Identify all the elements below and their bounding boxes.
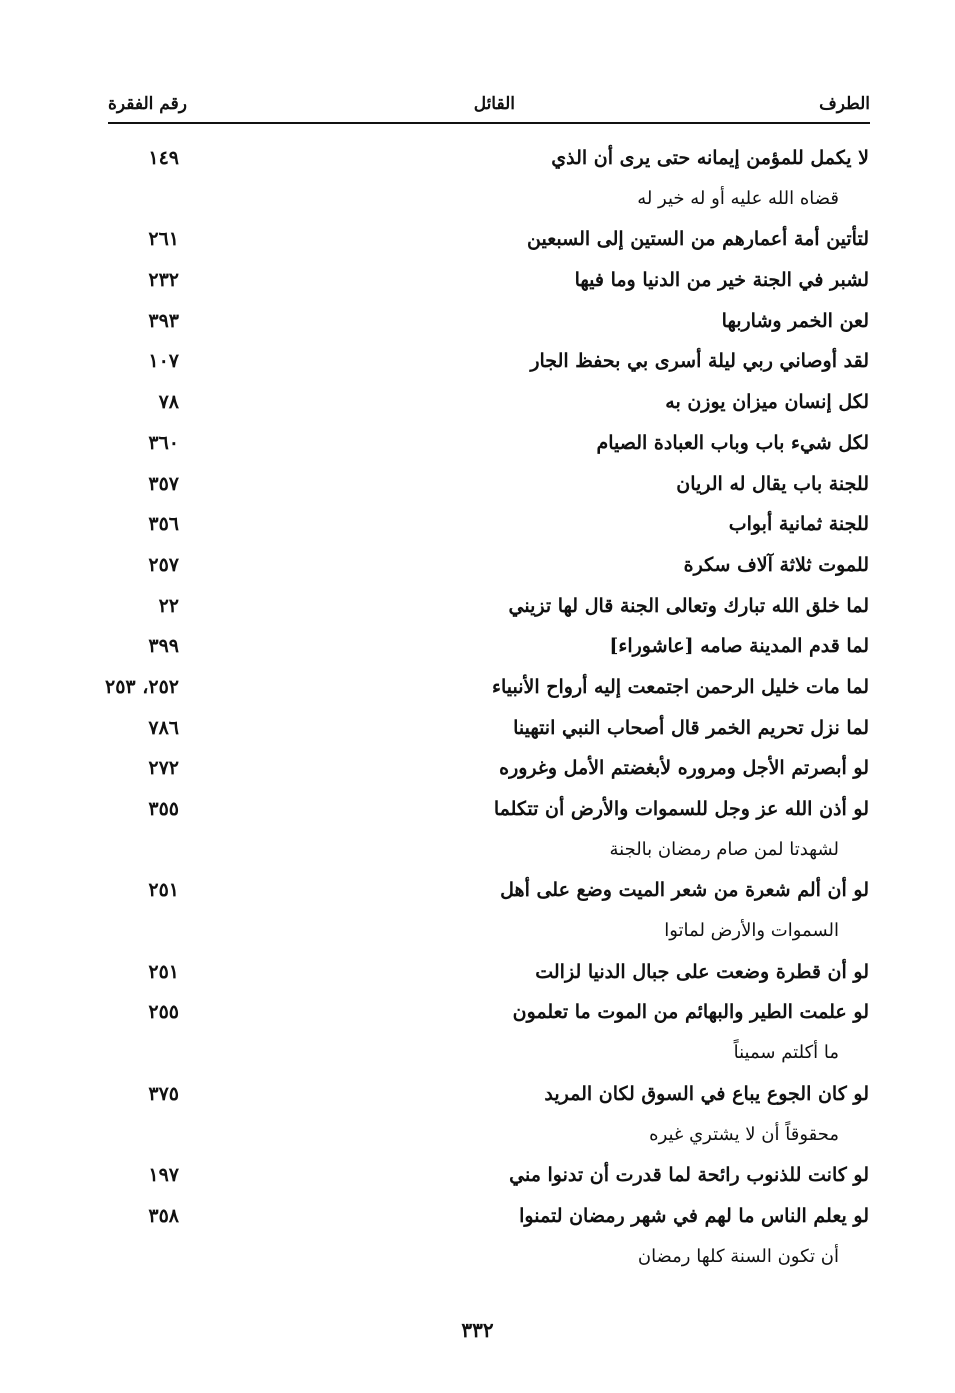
index-entry xyxy=(69,626,869,667)
entry-paragraph-number: ٣٥٥ xyxy=(148,798,179,820)
entry-text: لما قدم المدينة صامه [عاشوراء] xyxy=(609,635,869,658)
entry-paragraph-number: ١٤٩ xyxy=(148,147,179,169)
entry-paragraph-number: ٣٥٨ xyxy=(148,1204,179,1227)
entry-text-continuation: محقوقاً أن لا يشتري غيره xyxy=(649,1123,839,1145)
entry-paragraph-number: ٣٩٩ xyxy=(148,635,179,658)
column-header-qaail: القائل xyxy=(473,94,515,114)
entry-text: للجنة ثمانية أبواب xyxy=(728,513,869,536)
index-entry xyxy=(69,260,869,301)
index-entry xyxy=(69,1196,869,1277)
entry-paragraph-number: ٣٥٧ xyxy=(148,472,179,495)
index-entry xyxy=(69,423,869,464)
entry-text-continuation: ما أكلتم سميناً xyxy=(733,1042,839,1064)
entry-text: لما نزل تحريم الخمر قال أصحاب النبي انتهينا xyxy=(513,716,869,739)
index-entry xyxy=(69,341,869,382)
entry-text: لشبر في الجنة خير من الدنيا وما فيها xyxy=(574,269,869,292)
index-entry xyxy=(69,1155,869,1196)
index-entry xyxy=(69,748,869,789)
index-entry xyxy=(69,138,869,219)
entry-text: لما مات خليل الرحمن اجتمعت إليه أرواح الأنبياء xyxy=(492,675,869,698)
entry-text: للموت ثلاثة آلاف سكرة xyxy=(683,553,869,576)
entry-paragraph-number: ٣٥٦ xyxy=(148,513,179,536)
entry-paragraph-number: ٢٢ xyxy=(158,594,179,617)
page-number: ٣٣٢ xyxy=(461,1318,494,1342)
index-entry xyxy=(69,952,869,993)
index-entry xyxy=(69,464,869,505)
entry-paragraph-number: ٢٦١ xyxy=(148,228,179,251)
entry-text: لكل إنسان ميزان يوزن به xyxy=(665,391,869,414)
index-entry xyxy=(69,586,869,627)
entry-text-continuation: لشهدتا لمن صام رمضان بالجنة xyxy=(609,838,839,860)
index-entry xyxy=(69,382,869,423)
entry-text: لتأتين أمة أعمارهم من الستين إلى السبعين xyxy=(527,228,869,251)
entry-paragraph-number: ٣٦٠ xyxy=(148,431,179,454)
entry-paragraph-number: ١٠٧ xyxy=(148,350,179,373)
entry-text: لو يعلم الناس ما لهم في شهر رمضان لتمنوا xyxy=(519,1204,869,1227)
entry-paragraph-number: ٢٣٢ xyxy=(148,269,179,292)
index-entries xyxy=(69,138,869,1277)
entry-paragraph-number: ١٩٧ xyxy=(148,1164,179,1187)
entry-text: لكل شيء باب وباب العبادة الصيام xyxy=(596,431,869,454)
entry-paragraph-number: ٢٥٥ xyxy=(148,1001,179,1024)
entry-text: لما خلق الله تبارك وتعالى الجنة قال لها تزيني xyxy=(508,594,869,617)
entry-text: لا يكمل للمؤمن إيمانه حتى يرى أن الذي xyxy=(551,147,869,169)
index-entry xyxy=(69,545,869,586)
entry-paragraph-number: ٢٥١ xyxy=(148,960,179,983)
column-header-paragraph-number: رقم الفقرة xyxy=(108,94,187,114)
entry-text: لو أن ألم شعرة من شعر الميت وضع على أهل xyxy=(500,879,869,902)
entry-paragraph-number: ٢٥٧ xyxy=(148,553,179,576)
index-entry xyxy=(69,301,869,342)
entry-text: لعن الخمر وشاربها xyxy=(721,309,869,332)
index-entry xyxy=(69,219,869,260)
entry-text: للجنة باب يقال له الريان xyxy=(676,472,869,495)
index-entry xyxy=(69,1074,869,1155)
index-entry xyxy=(69,504,869,545)
index-entry xyxy=(69,708,869,749)
entry-paragraph-number: ٣٩٣ xyxy=(148,309,179,332)
entry-paragraph-number: ٧٨٦ xyxy=(148,716,179,739)
table-header xyxy=(108,92,870,124)
entry-text: لو أبصرتم الأجل ومروره لأبغضتم الأمل وغروره xyxy=(499,757,869,780)
index-entry xyxy=(69,789,869,870)
entry-text: لو أن قطرة وضعت على جبال الدنيا لزالت xyxy=(535,960,869,983)
entry-text: لو علمت الطير والبهائم من الموت ما تعلمون xyxy=(512,1001,869,1024)
column-header-taraf: الطرف xyxy=(819,94,870,114)
entry-text-continuation: قضاه الله عليه أو له خير له xyxy=(637,187,839,209)
entry-text: لو أذن الله عز وجل للسموات والأرض أن تتكلما xyxy=(493,798,869,820)
entry-paragraph-number: ٣٧٥ xyxy=(148,1082,179,1105)
entry-paragraph-number: ٧٨ xyxy=(158,391,179,414)
entry-text: لقد أوصاني ربي ليلة أسرى بي بحفظ الجار xyxy=(530,350,869,373)
entry-paragraph-number: ٢٧٢ xyxy=(148,757,179,780)
index-entry xyxy=(69,992,869,1073)
index-entry xyxy=(69,870,869,951)
entry-text: لو كان الجوع يباع في السوق لكان المريد xyxy=(544,1082,869,1105)
entry-text: لو كانت للذنوب رائحة لما قدرت أن تدنوا مني xyxy=(509,1164,869,1187)
entry-text-continuation: أن تكون السنة كلها رمضان xyxy=(637,1245,839,1267)
entry-paragraph-number: ٢٥٢، ٢٥٣ xyxy=(105,675,179,698)
index-entry xyxy=(69,667,869,708)
entry-paragraph-number: ٢٥١ xyxy=(148,879,179,902)
entry-text-continuation: السموات والأرض لماتوا xyxy=(664,920,839,942)
